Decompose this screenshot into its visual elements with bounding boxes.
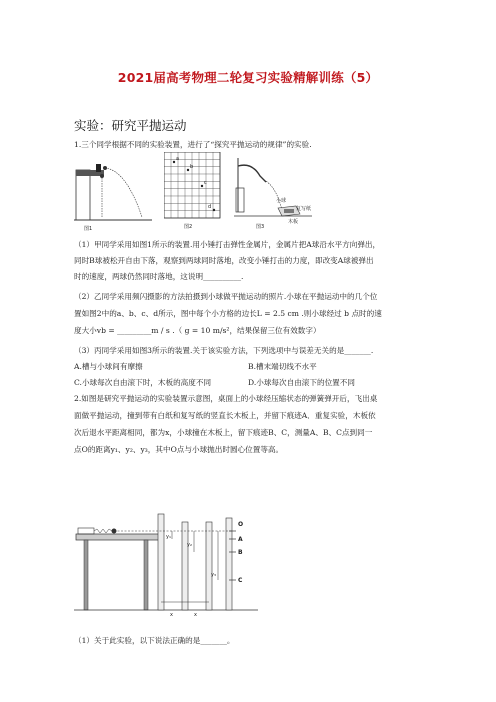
figure-2-grid [164,152,222,232]
label-B: B [238,549,243,556]
option-d: D.小球每次自由滚下的位置不同 [248,378,355,387]
point-b [187,169,189,171]
q1-part1-line1: （1）甲同学采用如图1所示的装置.用小锤打击弹性金属片，金属片把A球沿水平方向弹出， [74,240,381,249]
label-a: a [176,156,180,162]
label-x1: x [170,612,173,618]
point-c [201,185,203,187]
document-title: 2021届高考物理二轮复习实验精解训练（5） [117,70,379,85]
q1-part2-line3: 度大小vb = _________m / s .（ g = 10 m/s²，结果保留三位有效数字） [74,326,321,335]
q2-line2: 面做平抛运动，撞到带有白纸和复写纸的竖直长木板上，并留下痕迹A．重复实验，木板依 [74,411,376,420]
question-1-intro: 1.三个同学根据不同的实验装置，进行了“探究平抛运动的规律”的实验. [74,140,312,149]
label-carbon-paper: 复写纸 [296,206,312,212]
q2-sub1: （1）关于此实验，以下说法正确的是_______。 [74,636,235,645]
label-ball: 小球 [276,198,287,204]
q1-part2-line1: （2）乙同学采用频闪摄影的方法拍摄到小球做平抛运动的照片.小球在平抛运动中的几个位 [74,292,378,301]
q1-part1-line3: 时的速度，两球仍然同时落地，这说明__________. [74,272,244,281]
figure-4-apparatus [74,506,260,618]
section-heading: 实验：研究平抛运动 [74,118,187,133]
figure-2-caption: 图2 [184,224,193,230]
label-A: A [238,536,243,543]
figure-3-caption: 图3 [256,224,265,230]
option-b: B.槽末端切线不水平 [248,362,317,371]
figure-1-apparatus [74,152,154,232]
label-y1: y₁ [166,534,171,540]
point-a [173,161,175,163]
label-c: c [204,180,207,186]
option-a: A.槽与小球间有摩擦 [74,362,143,371]
label-y2: y₂ [187,542,192,548]
point-d [213,209,215,211]
label-O: O [238,521,244,528]
label-b: b [190,164,194,170]
q2-line3: 次后退水平距离相同，都为x，小球撞在木板上，留下痕迹B、C，测量A、B、C点到同一 [74,428,373,437]
q2-line1: 2.如图是研究平抛运动的实验装置示意图，桌面上的小球经压缩状态的弹簧弹开后，飞出桌 [74,394,378,403]
figure-1-caption: 图1 [84,226,93,232]
figure-3-apparatus [234,152,314,232]
q2-line4: 点O的距离y₁、y₂、y₃，其中O点与小球抛出时圆心位置等高。 [74,445,284,454]
label-d: d [208,204,212,210]
q1-part2-line2: 置如图2中的a、b、c、d所示，图中每个小方格的边长L = 2.5 cm .则小球经过 b 点时的速 [74,309,382,318]
label-y3: y₃ [211,572,216,578]
option-c: C.小球每次自由滚下时，木板的高度不同 [74,378,212,387]
label-board: 木板 [288,219,299,225]
label-x2: x [194,612,197,618]
label-C: C [238,577,243,584]
q1-part3-line1: （3）丙同学采用如图3所示的装置.关于该实验方法，下列选项中与误差无关的是_______. [74,346,374,355]
q1-part1-line2: 同时B球被松开自由下落，观察到两球同时落地，改变小锤打击的力度，即改变A球被弹出 [74,256,374,265]
